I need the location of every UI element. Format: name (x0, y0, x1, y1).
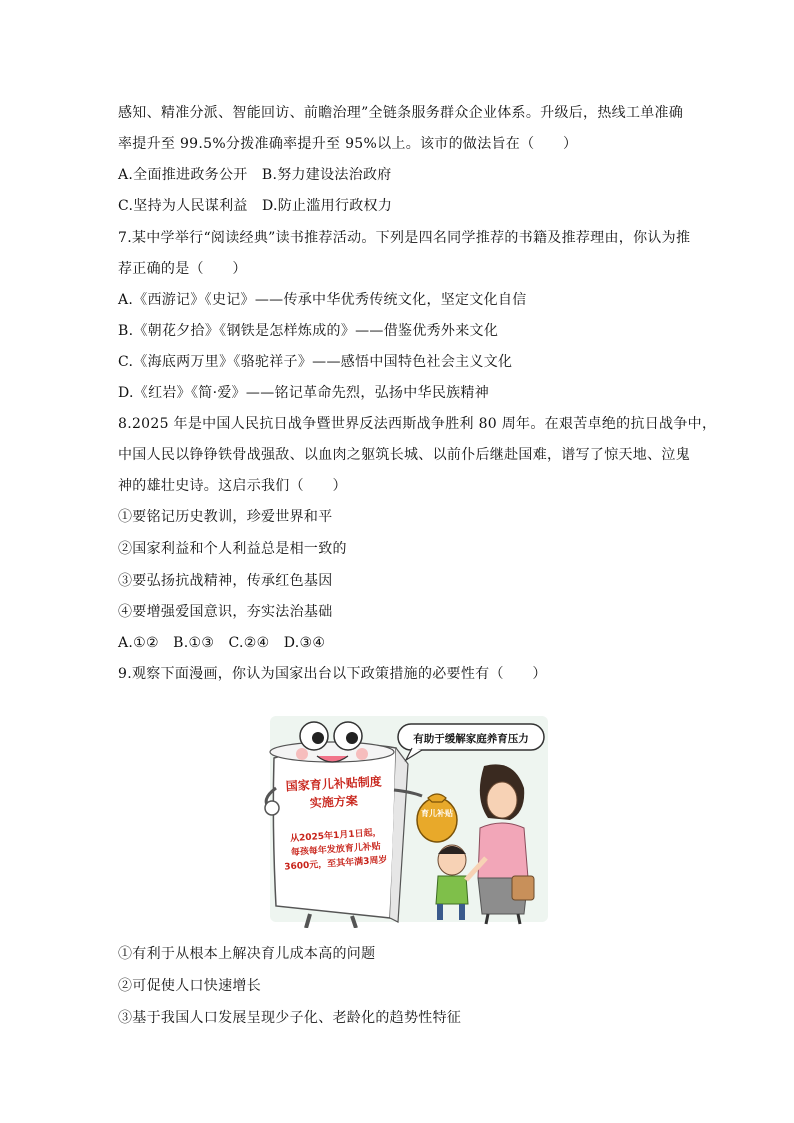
q8-statement-1: ①要铭记历史教训，珍爱世界和平 (118, 509, 333, 525)
doc-body-1: 从2025年1月1日起， (289, 827, 382, 845)
childcare-subsidy-comic (262, 708, 552, 928)
q7-option-d: D.《红岩》《简·爱》——铭记革命先烈，弘扬中华民族精神 (118, 385, 490, 401)
q7-option-b: B.《朝花夕拾》《钢铁是怎样炼成的》——借鉴优秀外来文化 (118, 323, 499, 339)
q9-statement-1: ①有利于从根本上解决育儿成本高的问题 (118, 946, 376, 962)
q9-statement-3: ③基于我国人口发展呈现少子化、老龄化的趋势性特征 (118, 1010, 462, 1026)
q8-line-3: 神的雄壮史诗。这启示我们（ ） (118, 478, 347, 494)
doc-title-1: 国家育儿补贴制度 (285, 774, 383, 794)
q9-line-1: 9.观察下面漫画，你认为国家出台以下政策措施的必要性有（ ） (118, 666, 547, 682)
doc-title-2: 实施方案 (309, 793, 359, 811)
q8-line-2: 中国人民以铮铮铁骨战强敌、以血肉之躯筑长城、以前仆后继赴国难，谱写了惊天地、泣鬼 (118, 447, 690, 463)
q6-options-cd: C.坚持为人民谋利益 D.防止滥用行政权力 (118, 198, 393, 214)
q8-statement-4: ④要增强爱国意识，夯实法治基础 (118, 604, 333, 620)
speech-text: 有助于缓解家庭养育压力 (413, 733, 529, 745)
doc-body-2: 每孩每年发放育儿补贴 (290, 841, 382, 859)
q8-statement-2: ②国家利益和个人利益总是相一致的 (118, 541, 347, 557)
document-character (265, 722, 422, 928)
q7-line-2: 荐正确的是（ ） (118, 261, 247, 277)
q8-line-1: 8.2025 年是中国人民抗日战争暨世界反法西斯战争胜利 80 周年。在艰苦卓绝的抗日战争中， (118, 416, 717, 432)
q7-option-c: C.《海底两万里》《骆驼祥子》——感悟中国特色社会主义文化 (118, 354, 513, 370)
q6-line-1: 感知、精准分派、智能回访、前瞻治理”全链条服务群众企业体系。升级后，热线工单准确 (118, 105, 684, 121)
bag-label: 育儿补贴 (421, 809, 453, 818)
doc-body-3: 3600元，至其年满3周岁 (283, 855, 388, 873)
q7-line-1: 7.某中学举行“阅读经典”读书推荐活动。下列是四名同学推荐的书籍及推荐理由，你认为推 (118, 230, 691, 246)
q6-options-ab: A.全面推进政务公开 B.努力建设法治政府 (118, 167, 392, 183)
q8-statement-3: ③要弘扬抗战精神，传承红色基因 (118, 573, 333, 589)
q9-statement-2: ②可促使人口快速增长 (118, 978, 261, 994)
q7-option-a: A.《西游记》《史记》——传承中华优秀传统文化，坚定文化自信 (118, 292, 527, 308)
q6-line-2: 率提升至 99.5%分拨准确率提升至 95%以上。该市的做法旨在（ ） (118, 136, 578, 152)
q8-options: A.①② B.①③ C.②④ D.③④ (118, 635, 326, 651)
